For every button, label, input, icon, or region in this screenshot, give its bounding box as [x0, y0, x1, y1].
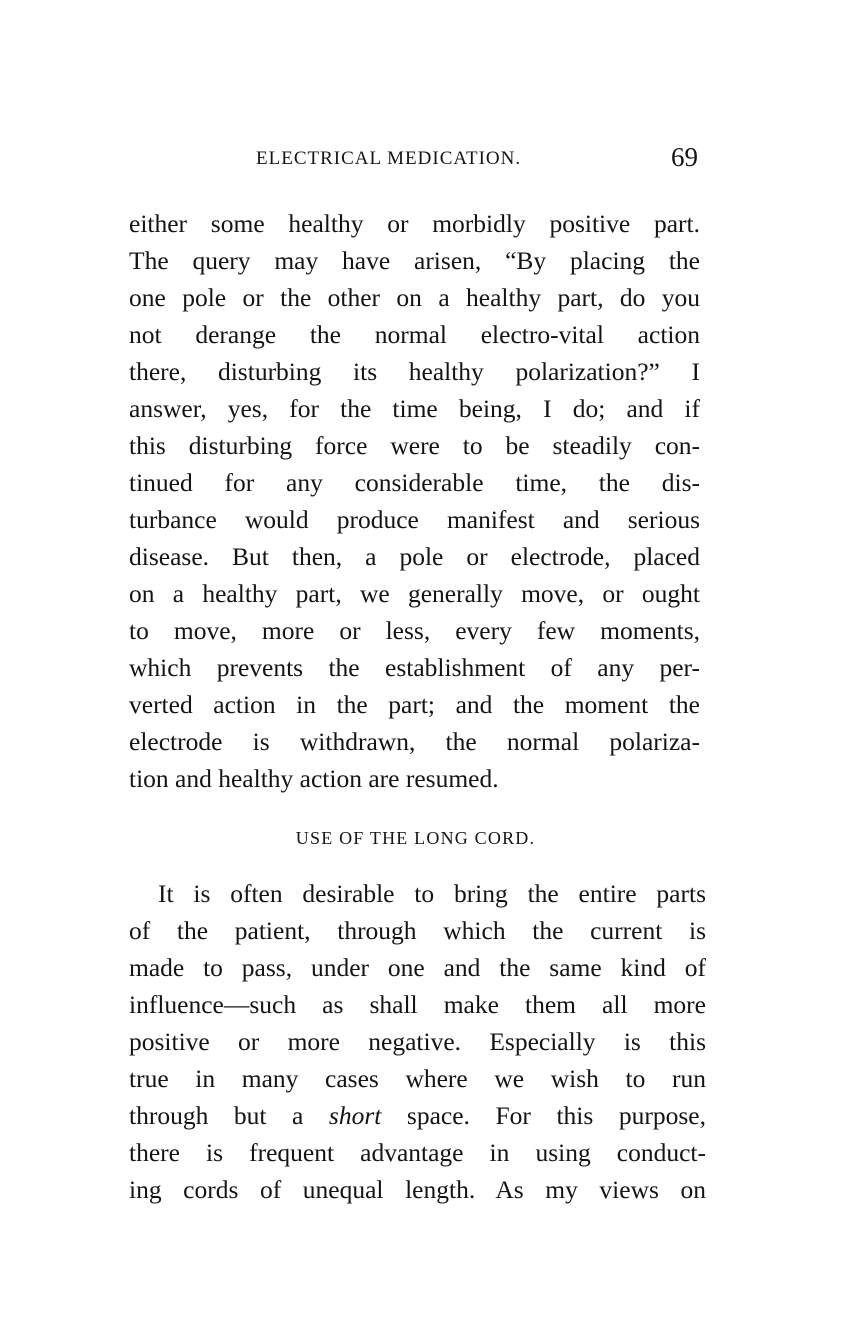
- text-line: influence—such as shall make them all more: [129, 990, 706, 1019]
- text-line: either some healthy or morbidly positive part.: [129, 209, 700, 238]
- text-run: space. For this purpose,: [381, 1101, 706, 1130]
- text-line: true in many cases where we wish to run: [129, 1064, 706, 1093]
- text-line: which prevents the establishment of any per-: [129, 653, 700, 682]
- text-line: this disturbing force were to be steadily con-: [129, 431, 700, 460]
- text-line: there, disturbing its healthy polarization?” I: [129, 357, 700, 386]
- text-line: The query may have arisen, “By placing the: [129, 246, 700, 275]
- text-line: positive or more negative. Especially is this: [129, 1027, 706, 1056]
- text-line: answer, yes, for the time being, I do; and if: [129, 394, 700, 423]
- emphasis-text: short: [328, 1101, 382, 1130]
- text-line: one pole or the other on a healthy part, do you: [129, 283, 700, 312]
- text-line: electrode is withdrawn, the normal polariza-: [129, 727, 700, 756]
- text-line: tion and healthy action are resumed.: [129, 764, 499, 793]
- text-line: there is frequent advantage in using conduct-: [129, 1138, 706, 1167]
- text-line: of the patient, through which the current is: [129, 916, 706, 945]
- text-line: verted action in the part; and the moment the: [129, 690, 700, 719]
- text-line: [129, 1098, 706, 1134]
- text-line: on a healthy part, we generally move, or ought: [129, 579, 700, 608]
- page-number: 69: [671, 142, 698, 172]
- text-line: disease. But then, a pole or electrode, placed: [129, 542, 700, 571]
- running-head: ELECTRICAL MEDICATION.: [256, 148, 522, 169]
- text-line: tinued for any considerable time, the dis-: [129, 468, 700, 497]
- section-heading: USE OF THE LONG CORD.: [295, 828, 536, 848]
- text-run: through but a: [129, 1101, 329, 1130]
- text-line: made to pass, under one and the same kind of: [129, 953, 706, 982]
- text-line: turbance would produce manifest and serious: [129, 505, 700, 534]
- text-line: It is often desirable to bring the entire parts: [158, 879, 706, 908]
- text-line: to move, more or less, every few moments,: [129, 616, 700, 645]
- text-line: ing cords of unequal length. As my views on: [129, 1175, 706, 1204]
- text-line: not derange the normal electro-vital action: [129, 320, 700, 349]
